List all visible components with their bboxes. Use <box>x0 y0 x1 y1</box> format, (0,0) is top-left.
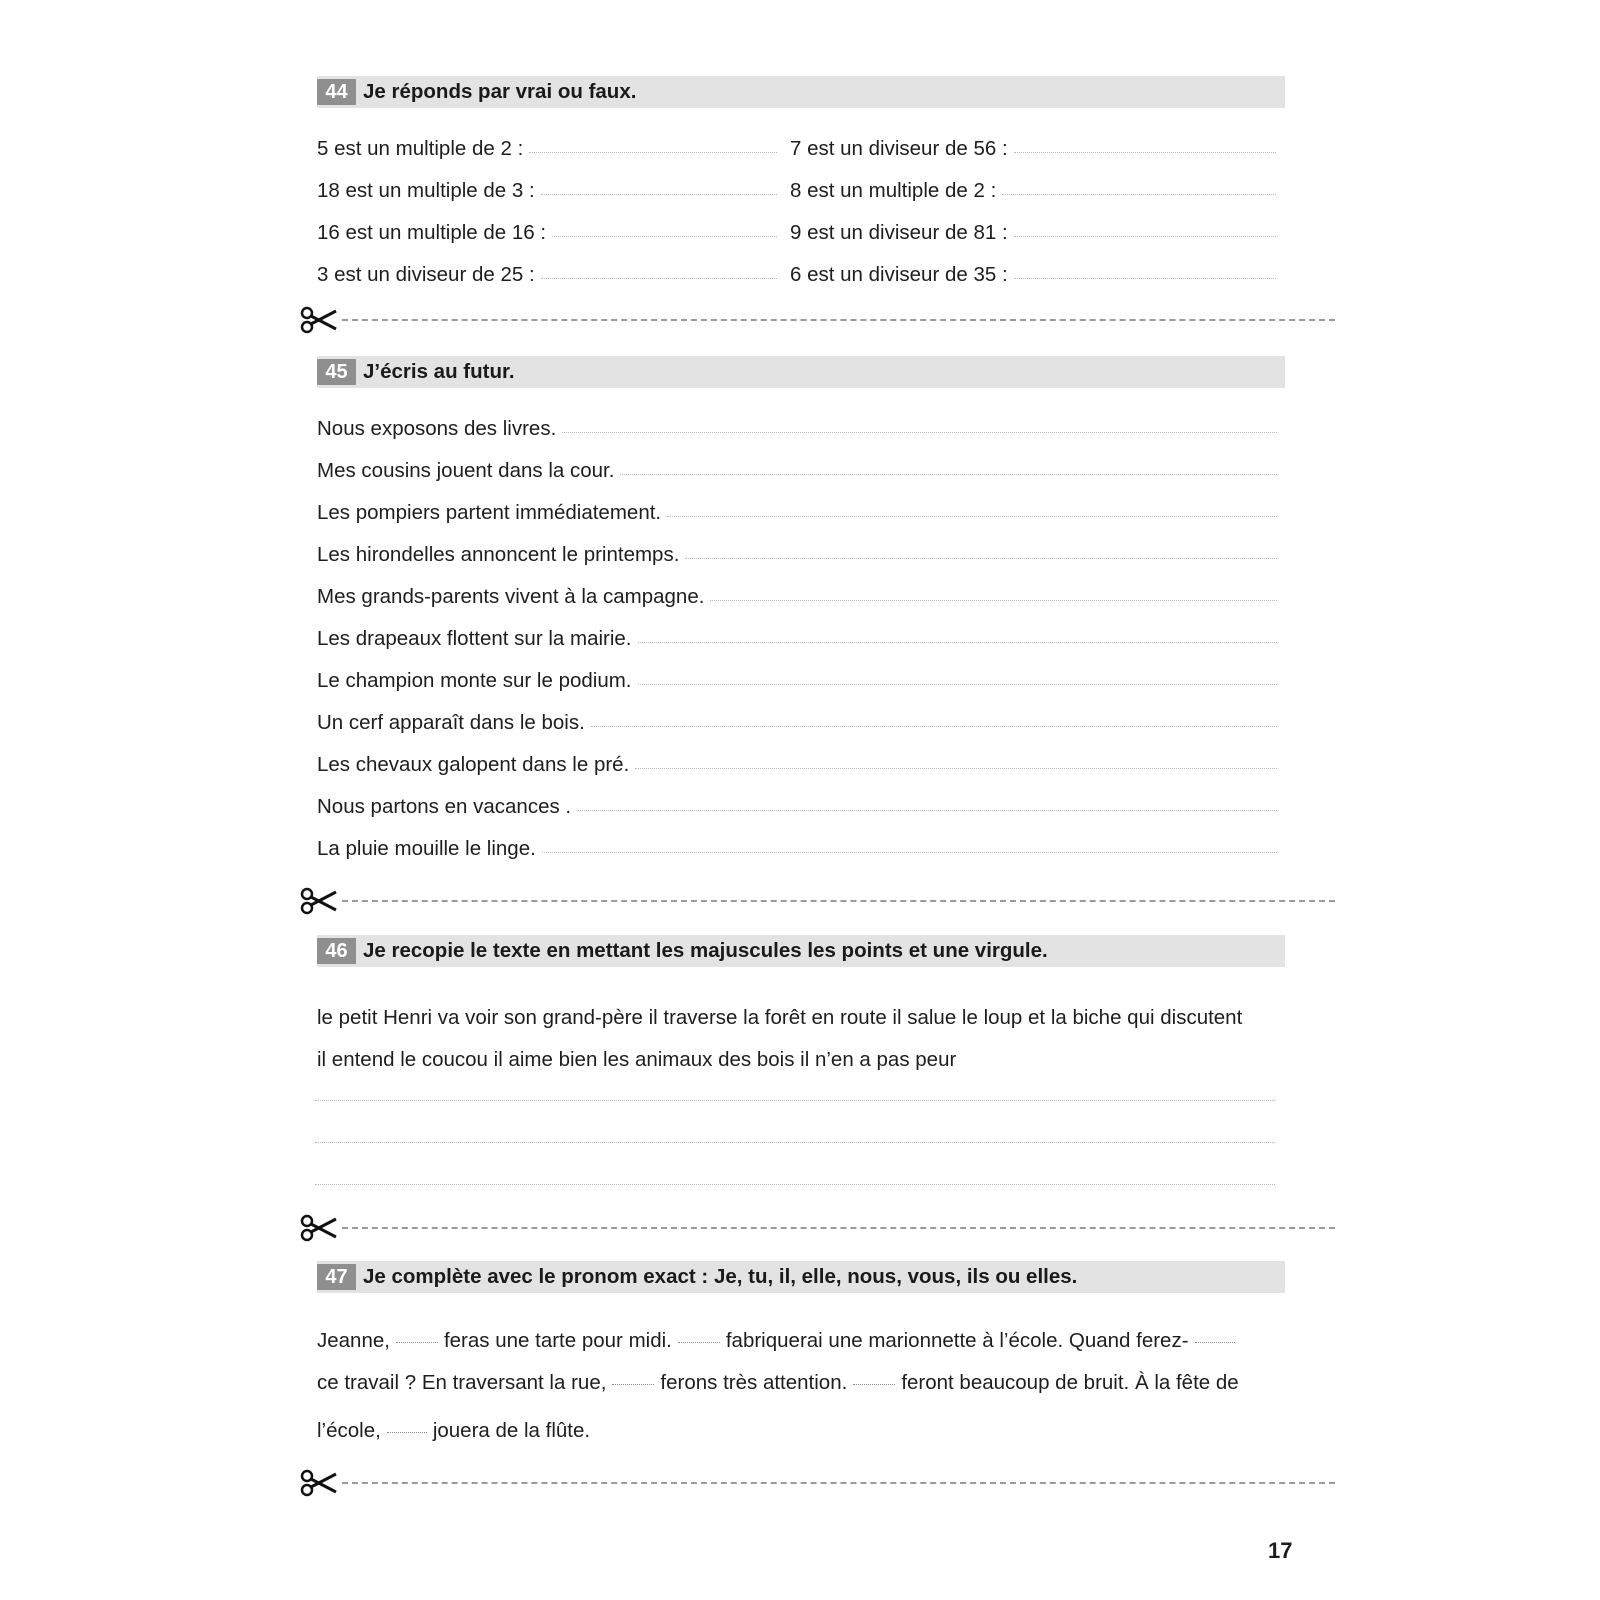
ex44-item[interactable] <box>317 221 777 245</box>
ex45-item[interactable] <box>317 795 1277 819</box>
answer-line[interactable] <box>1014 235 1276 237</box>
ex46-text-line: le petit Henri va voir son grand-père il traverse la forêt en route il salue le loup et la biche qui discutent <box>317 1006 1243 1029</box>
ex45-sentence: Mes cousins jouent dans la cour. <box>317 459 615 482</box>
ex47-line <box>317 1362 1297 1404</box>
ex47-text <box>317 1320 1297 1452</box>
ex47-text-part: feront beaucoup de bruit. À la fête de <box>901 1371 1239 1394</box>
answer-line[interactable] <box>591 725 1277 727</box>
exercise-number: 44 <box>317 79 356 105</box>
pronoun-blank[interactable] <box>396 1342 438 1343</box>
answer-line[interactable] <box>542 851 1277 853</box>
ex44-item[interactable] <box>790 221 1276 245</box>
ex44-statement: 16 est un multiple de 16 : <box>317 221 547 244</box>
pronoun-blank[interactable] <box>678 1342 720 1343</box>
ex45-sentence: Nous partons en vacances . <box>317 795 572 818</box>
ex44-item[interactable] <box>317 179 777 203</box>
answer-line[interactable] <box>710 599 1277 601</box>
answer-line[interactable] <box>620 473 1277 475</box>
pronoun-blank[interactable] <box>387 1432 427 1433</box>
ex45-item[interactable] <box>317 501 1277 525</box>
ex47-line <box>317 1410 1297 1452</box>
exercise-number: 47 <box>317 1264 356 1290</box>
ex44-item[interactable] <box>790 179 1276 203</box>
ex44-item[interactable] <box>317 137 777 161</box>
ex45-sentence: Les drapeaux flottent sur la mairie. <box>317 627 632 650</box>
ex45-item[interactable] <box>317 417 1277 441</box>
answer-line[interactable] <box>552 235 777 237</box>
ex47-text-part: fabriquerai une marionnette à l’école. Quand ferez- <box>725 1329 1189 1352</box>
answer-line[interactable] <box>315 1142 1275 1143</box>
ex44-item[interactable] <box>790 263 1276 287</box>
ex44-statement: 3 est un diviseur de 25 : <box>317 263 535 286</box>
cut-line <box>300 305 1335 335</box>
ex44-statement: 18 est un multiple de 3 : <box>317 179 535 202</box>
answer-line[interactable] <box>667 515 1277 517</box>
ex46-text <box>317 997 1297 1081</box>
ex44-item[interactable] <box>317 263 777 287</box>
ex44-statement: 9 est un diviseur de 81 : <box>790 221 1008 244</box>
ex47-text-part: l’école, <box>317 1419 381 1442</box>
ex47-text-part: ce travail ? En traversant la rue, <box>317 1371 607 1394</box>
answer-line[interactable] <box>635 767 1277 769</box>
answer-line[interactable] <box>1014 277 1276 279</box>
answer-line[interactable] <box>685 557 1277 559</box>
ex47-text-part: feras une tarte pour midi. <box>443 1329 672 1352</box>
cut-line <box>300 1468 1335 1498</box>
exercise-title-pronouns: Je, tu, il, elle, nous, vous, ils ou elles. <box>713 1265 1078 1288</box>
ex45-sentence: Les pompiers partent immédiatement. <box>317 501 662 524</box>
answer-line[interactable] <box>562 431 1277 433</box>
ex46-text-line: il entend le coucou il aime bien les animaux des bois il n’en a pas peur <box>317 1048 957 1071</box>
pronoun-blank[interactable] <box>853 1384 895 1385</box>
ex45-sentence: Mes grands-parents vivent à la campagne. <box>317 585 705 608</box>
exercise-47-header <box>317 1261 1285 1293</box>
ex44-statement: 7 est un diviseur de 56 : <box>790 137 1008 160</box>
answer-line[interactable] <box>638 683 1277 685</box>
ex45-item[interactable] <box>317 753 1277 777</box>
exercise-number: 45 <box>317 359 356 385</box>
scissors-icon <box>300 1213 338 1243</box>
ex45-item[interactable] <box>317 711 1277 735</box>
cut-line <box>300 1213 1335 1243</box>
ex45-item[interactable] <box>317 459 1277 483</box>
ex45-sentence: Le champion monte sur le podium. <box>317 669 632 692</box>
ex47-text-part: Jeanne, <box>317 1329 390 1352</box>
answer-line[interactable] <box>541 193 777 195</box>
pronoun-blank[interactable] <box>1195 1342 1235 1343</box>
pronoun-blank[interactable] <box>612 1384 654 1385</box>
exercise-44-header <box>317 76 1285 108</box>
answer-line[interactable] <box>638 641 1278 643</box>
ex44-statement: 8 est un multiple de 2 : <box>790 179 997 202</box>
ex45-sentence: Les chevaux galopent dans le pré. <box>317 753 630 776</box>
exercise-title: J’écris au futur. <box>363 360 515 383</box>
exercise-46-header <box>317 935 1285 967</box>
answer-line[interactable] <box>315 1100 1275 1101</box>
ex44-item[interactable] <box>790 137 1276 161</box>
ex45-item[interactable] <box>317 585 1277 609</box>
cut-line <box>300 886 1335 916</box>
ex45-item[interactable] <box>317 627 1277 651</box>
ex45-item[interactable] <box>317 543 1277 567</box>
answer-line[interactable] <box>1002 193 1276 195</box>
answer-line[interactable] <box>315 1184 1275 1185</box>
answer-line[interactable] <box>541 277 777 279</box>
exercise-title-prefix: Je complète avec le pronom exact : <box>363 1265 714 1288</box>
scissors-icon <box>300 305 338 335</box>
answer-line[interactable] <box>1014 151 1276 153</box>
answer-line[interactable] <box>529 151 777 153</box>
scissors-icon <box>300 886 338 916</box>
exercise-title: Je recopie le texte en mettant les majuscules les points et une virgule. <box>363 939 1048 962</box>
scissors-icon <box>300 1468 338 1498</box>
exercise-title: Je réponds par vrai ou faux. <box>363 80 637 103</box>
exercise-title <box>363 1265 1077 1289</box>
exercise-number: 46 <box>317 938 356 964</box>
answer-line[interactable] <box>577 809 1277 811</box>
ex45-item[interactable] <box>317 837 1277 861</box>
ex45-sentence: Nous exposons des livres. <box>317 417 557 440</box>
ex45-item[interactable] <box>317 669 1277 693</box>
exercise-45-header <box>317 356 1285 388</box>
ex47-text-part: jouera de la flûte. <box>432 1419 591 1442</box>
ex47-text-part: ferons très attention. <box>660 1371 848 1394</box>
ex45-sentence: Les hirondelles annoncent le printemps. <box>317 543 680 566</box>
ex45-sentence: Un cerf apparaît dans le bois. <box>317 711 585 734</box>
ex44-statement: 6 est un diviseur de 35 : <box>790 263 1008 286</box>
ex45-sentence: La pluie mouille le linge. <box>317 837 536 860</box>
ex44-statement: 5 est un multiple de 2 : <box>317 137 524 160</box>
page-number: 17 <box>1268 1538 1293 1563</box>
ex47-line <box>317 1320 1297 1362</box>
